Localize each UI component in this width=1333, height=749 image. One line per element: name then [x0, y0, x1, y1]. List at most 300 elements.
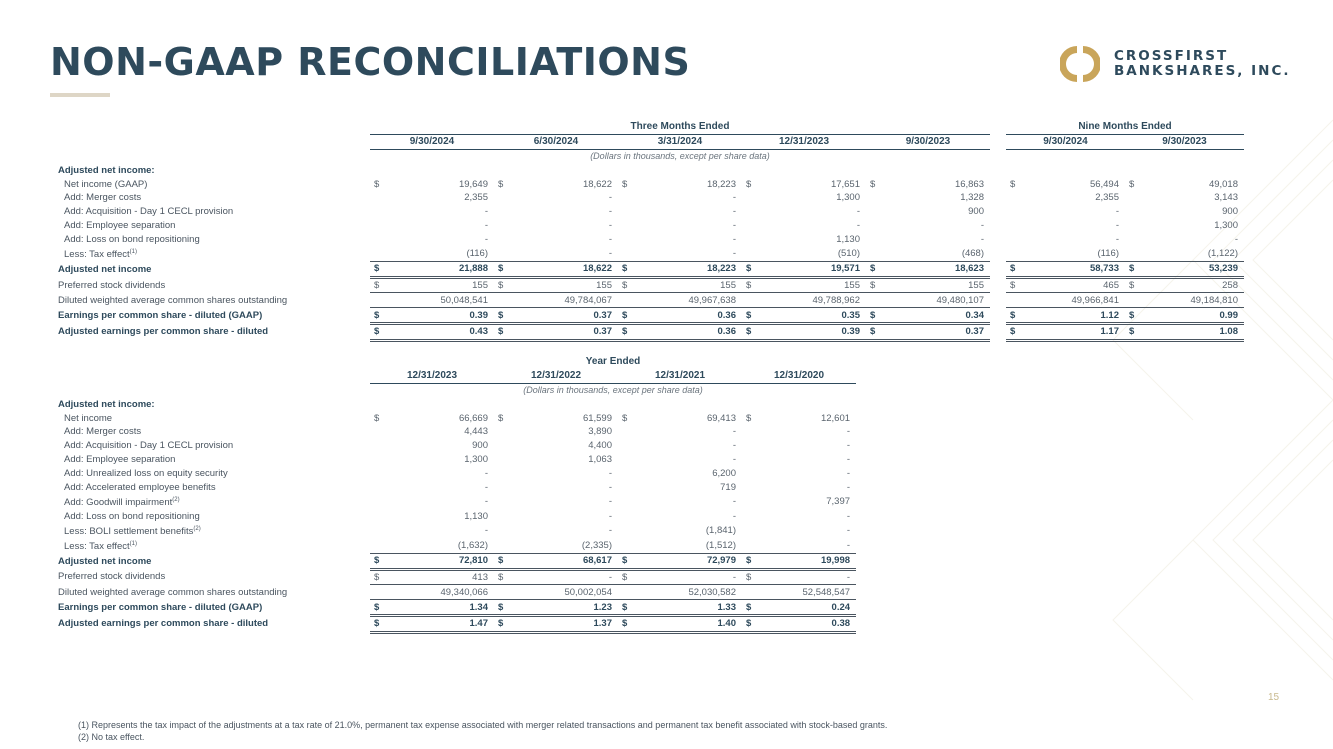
row-label: [50, 425, 370, 439]
value-cell: [370, 553, 494, 569]
currency-symbol: $: [374, 309, 380, 321]
value-cell: [1006, 246, 1125, 261]
row-label-text: Add: Goodwill impairment: [64, 497, 173, 509]
value-cell: [618, 494, 742, 509]
table-row: [50, 177, 1244, 191]
row-label: [50, 569, 370, 585]
value-cell: [618, 453, 742, 467]
value-cell: [618, 553, 742, 569]
cell-value: 18,223: [706, 263, 736, 275]
currency-symbol: [1006, 294, 1010, 307]
cell-value: -: [608, 510, 612, 522]
cell-value: 49,480,107: [936, 294, 984, 306]
row-label: [50, 538, 370, 553]
cell-value: -: [732, 233, 736, 245]
currency-symbol: [742, 191, 746, 204]
currency-symbol: [1006, 219, 1010, 232]
cell-value: 58,733: [1089, 263, 1119, 275]
row-label-text: Add: Merger costs: [64, 426, 142, 438]
currency-symbol: [370, 205, 374, 218]
value-cell: [370, 261, 494, 277]
cell-value: -: [732, 453, 736, 465]
currency-symbol: [370, 247, 374, 260]
row-label: [50, 439, 370, 453]
value-cell: [494, 397, 618, 411]
currency-symbol: $: [746, 555, 752, 567]
value-cell: [742, 615, 856, 632]
row-label: [50, 480, 370, 494]
currency-symbol: $: [374, 280, 380, 292]
currency-symbol: $: [1129, 280, 1135, 292]
table-row: [50, 191, 1244, 205]
cell-value: 18,622: [582, 263, 612, 275]
value-cell: [494, 219, 618, 233]
cell-value: 69,413: [706, 412, 736, 424]
value-cell: [370, 569, 494, 585]
cell-value: 1,328: [960, 192, 984, 204]
currency-symbol: $: [498, 601, 504, 613]
table-row: [50, 615, 856, 632]
value-cell: [370, 246, 494, 261]
currency-symbol: [370, 294, 374, 307]
currency-symbol: [618, 481, 622, 494]
value-cell: [1125, 261, 1244, 277]
value-cell: [742, 569, 856, 585]
currency-symbol: [618, 233, 622, 246]
value-cell: [1125, 177, 1244, 191]
currency-symbol: $: [1129, 309, 1135, 321]
currency-symbol: [618, 191, 622, 204]
value-cell: [494, 246, 618, 261]
currency-symbol: [618, 453, 622, 466]
footnote-ref: (1): [129, 541, 138, 548]
value-cell: [618, 232, 742, 246]
cell-value: 1,130: [836, 233, 860, 245]
value-cell: [494, 324, 618, 341]
cell-value: 6,200: [712, 467, 736, 479]
row-label: [50, 205, 370, 219]
row-label-text: Add: Unrealized loss on equity security: [64, 467, 228, 479]
value-cell: [494, 425, 618, 439]
currency-symbol: [742, 586, 746, 599]
currency-symbol: [618, 439, 622, 452]
cell-value: 900: [1222, 206, 1238, 218]
row-label: [50, 585, 370, 600]
row-label-text: Preferred stock dividends: [58, 571, 166, 583]
period-header: 12/31/2023: [742, 134, 866, 149]
currency-symbol: [370, 453, 374, 466]
cell-value: -: [846, 440, 851, 452]
currency-symbol: [742, 495, 746, 508]
currency-symbol: $: [622, 555, 628, 567]
table-row: [50, 585, 856, 600]
value-cell: [618, 569, 742, 585]
cell-value: -: [856, 219, 860, 231]
currency-symbol: [370, 524, 374, 537]
cell-value: 413: [472, 571, 488, 583]
value-cell: [1006, 277, 1125, 293]
cell-value: 719: [720, 481, 736, 493]
currency-symbol: $: [498, 555, 504, 567]
currency-symbol: [618, 467, 622, 480]
currency-symbol: $: [374, 618, 380, 630]
currency-symbol: $: [870, 326, 876, 338]
currency-symbol: [618, 294, 622, 307]
footnote-ref: (2): [193, 525, 201, 532]
logo-text: [1114, 49, 1291, 79]
row-label: [50, 411, 370, 425]
currency-symbol: [494, 510, 498, 523]
period-header: 9/30/2023: [866, 134, 990, 149]
currency-symbol: [866, 233, 870, 246]
table-row: [50, 509, 856, 523]
currency-symbol: [866, 205, 870, 218]
table-row: [50, 538, 856, 553]
cell-value: 0.43: [469, 326, 488, 338]
cell-value: -: [1115, 206, 1119, 218]
cell-value: 50,048,541: [440, 294, 488, 306]
value-cell: [370, 205, 494, 219]
table-row: [50, 397, 856, 411]
value-cell: [742, 324, 866, 341]
currency-symbol: [494, 481, 498, 494]
units-note: (Dollars in thousands, except per share data): [523, 384, 703, 395]
cell-value: 53,239: [1208, 263, 1238, 275]
currency-symbol: $: [746, 571, 752, 583]
currency-symbol: [1006, 233, 1010, 246]
cell-value: -: [846, 453, 851, 465]
footnote-ref: (2): [172, 496, 180, 503]
cell-value: 49,018: [1208, 178, 1238, 190]
row-label: [50, 246, 370, 261]
currency-symbol: [494, 539, 498, 552]
cell-value: -: [732, 206, 736, 218]
row-label: [50, 615, 370, 632]
currency-symbol: [742, 205, 746, 218]
value-cell: [494, 538, 618, 553]
table-row: [50, 523, 856, 538]
currency-symbol: [1006, 247, 1010, 260]
nine-months-header: Nine Months Ended: [1006, 120, 1244, 134]
cell-value: -: [608, 525, 612, 536]
value-cell: [1006, 205, 1125, 219]
cell-value: 61,599: [582, 412, 612, 424]
currency-symbol: [1006, 191, 1010, 204]
cell-value: 72,979: [706, 555, 736, 567]
cell-value: -: [980, 219, 984, 231]
row-label: [50, 453, 370, 467]
annual-reconciliation-table: [50, 355, 856, 634]
cell-value: -: [484, 467, 488, 479]
value-cell: [370, 308, 494, 324]
table-row: [50, 600, 856, 616]
row-label-text: Add: Employee separation: [64, 219, 176, 231]
row-label-text: Less: Tax effect: [64, 249, 130, 261]
currency-symbol: [370, 586, 374, 599]
value-cell: [866, 277, 990, 293]
value-cell: [618, 163, 742, 177]
cell-value: 0.24: [831, 601, 851, 613]
currency-symbol: [742, 524, 746, 537]
cell-value: 52,548,547: [802, 586, 851, 598]
cell-value: 1,300: [836, 192, 860, 204]
row-label-text: Diluted weighted average common shares outstanding: [58, 586, 288, 598]
cell-value: -: [846, 426, 851, 438]
table-row: [50, 261, 1244, 277]
cell-value: 21,888: [458, 263, 488, 275]
value-cell: [370, 615, 494, 632]
cell-value: 0.99: [1219, 309, 1238, 321]
cell-value: 900: [968, 206, 984, 218]
row-label-text: Add: Merger costs: [64, 192, 142, 204]
value-cell: [742, 466, 856, 480]
value-cell: [618, 480, 742, 494]
row-label: [50, 191, 370, 205]
footnotes: [78, 719, 887, 743]
currency-symbol: [618, 495, 622, 508]
cell-value: 49,784,067: [564, 294, 612, 306]
currency-symbol: $: [1010, 263, 1016, 275]
value-cell: [866, 191, 990, 205]
cell-value: -: [732, 571, 736, 583]
value-cell: [370, 177, 494, 191]
value-cell: [1125, 308, 1244, 324]
cell-value: 49,184,810: [1190, 294, 1238, 306]
currency-symbol: $: [622, 263, 628, 275]
currency-symbol: $: [1129, 326, 1135, 338]
period-header: 12/31/2022: [494, 369, 618, 383]
currency-symbol: $: [374, 601, 380, 613]
table-row: [50, 553, 856, 569]
value-cell: [494, 261, 618, 277]
table-row: [50, 163, 1244, 177]
value-cell: [618, 538, 742, 553]
value-cell: [742, 523, 856, 538]
crossfirst-logo-icon: [1060, 44, 1100, 84]
currency-symbol: $: [1010, 326, 1016, 338]
value-cell: [370, 425, 494, 439]
cell-value: -: [608, 233, 612, 245]
cell-value: -: [732, 496, 736, 508]
row-label-text: Adjusted net income:: [58, 398, 155, 410]
cell-value: -: [732, 440, 736, 452]
currency-symbol: [742, 453, 746, 466]
currency-symbol: [618, 205, 622, 218]
value-cell: [742, 191, 866, 205]
row-label: [50, 553, 370, 569]
currency-symbol: $: [498, 309, 504, 321]
cell-value: 1.33: [717, 601, 736, 613]
currency-symbol: $: [374, 326, 380, 338]
value-cell: [370, 232, 494, 246]
cell-value: -: [608, 571, 612, 583]
period-header: 3/31/2024: [618, 134, 742, 149]
value-cell: [618, 219, 742, 233]
currency-symbol: $: [870, 309, 876, 321]
value-cell: [618, 585, 742, 600]
currency-symbol: $: [622, 618, 628, 630]
currency-symbol: [618, 524, 622, 537]
value-cell: [618, 600, 742, 616]
currency-symbol: [494, 191, 498, 204]
value-cell: [1006, 177, 1125, 191]
row-label: [50, 293, 370, 308]
currency-symbol: $: [870, 280, 876, 292]
value-cell: [1006, 219, 1125, 233]
value-cell: [370, 509, 494, 523]
currency-symbol: $: [498, 178, 504, 190]
cell-value: 19,571: [830, 263, 860, 275]
value-cell: [1125, 232, 1244, 246]
currency-symbol: [742, 510, 746, 523]
cell-value: 155: [968, 280, 984, 292]
table-row: [50, 205, 1244, 219]
cell-value: 49,340,066: [440, 586, 488, 598]
currency-symbol: [370, 495, 374, 508]
value-cell: [494, 191, 618, 205]
cell-value: 0.37: [593, 309, 612, 321]
cell-value: 1,063: [588, 453, 612, 465]
currency-symbol: [494, 219, 498, 232]
cell-value: -: [484, 525, 488, 536]
value-cell: [742, 261, 866, 277]
value-cell: [742, 177, 866, 191]
cell-value: 0.36: [717, 326, 736, 338]
value-cell: [1125, 163, 1244, 177]
currency-symbol: [742, 247, 746, 260]
currency-symbol: [494, 247, 498, 260]
cell-value: -: [484, 496, 488, 508]
cell-value: 155: [720, 280, 736, 292]
value-cell: [370, 324, 494, 341]
cell-value: 7,397: [826, 496, 851, 508]
cell-value: -: [484, 233, 488, 245]
value-cell: [1125, 219, 1244, 233]
row-label-text: Less: Tax effect: [64, 541, 130, 553]
table-row: [50, 411, 856, 425]
value-cell: [742, 397, 856, 411]
cell-value: 2,355: [1095, 192, 1119, 204]
value-cell: [742, 553, 856, 569]
cell-value: (1,632): [457, 539, 488, 551]
cell-value: 0.39: [469, 309, 488, 321]
cell-value: 18,223: [706, 178, 736, 190]
currency-symbol: [742, 539, 746, 552]
cell-value: 1.34: [469, 601, 488, 613]
currency-symbol: [370, 425, 374, 438]
currency-symbol: [494, 233, 498, 246]
cell-value: 1.12: [1100, 309, 1119, 321]
company-logo: [1060, 44, 1291, 84]
currency-symbol: [1125, 233, 1129, 246]
row-label: [50, 163, 370, 177]
currency-symbol: $: [622, 178, 628, 190]
cell-value: 0.34: [965, 309, 984, 321]
cell-value: 155: [472, 280, 488, 292]
cell-value: (2,335): [581, 539, 612, 551]
cell-value: -: [846, 481, 851, 493]
row-label-text: Adjusted net income: [58, 555, 152, 567]
currency-symbol: [494, 453, 498, 466]
currency-symbol: [618, 510, 622, 523]
table-row: [50, 569, 856, 585]
value-cell: [742, 277, 866, 293]
currency-symbol: $: [1010, 280, 1016, 292]
cell-value: -: [732, 192, 736, 204]
value-cell: [1006, 163, 1125, 177]
row-label: [50, 523, 370, 538]
cell-value: 49,966,841: [1071, 294, 1119, 306]
cell-value: 0.39: [841, 326, 860, 338]
value-cell: [742, 480, 856, 494]
row-label: [50, 277, 370, 293]
footnote-ref: (1): [129, 249, 138, 256]
cell-value: -: [1115, 219, 1119, 231]
value-cell: [742, 232, 866, 246]
value-cell: [494, 232, 618, 246]
value-cell: [370, 523, 494, 538]
value-cell: [618, 246, 742, 261]
currency-symbol: [370, 539, 374, 552]
value-cell: [618, 191, 742, 205]
value-cell: [370, 277, 494, 293]
cell-value: 0.35: [841, 309, 860, 321]
value-cell: [1125, 324, 1244, 341]
cell-value: 1.40: [717, 618, 736, 630]
currency-symbol: [866, 191, 870, 204]
row-label-text: Earnings per common share - diluted (GAAP): [58, 602, 263, 614]
cell-value: 56,494: [1089, 178, 1119, 190]
currency-symbol: [866, 219, 870, 232]
currency-symbol: $: [622, 280, 628, 292]
currency-symbol: $: [746, 309, 752, 321]
currency-symbol: [1006, 205, 1010, 218]
currency-symbol: $: [622, 309, 628, 321]
cell-value: -: [484, 481, 488, 493]
value-cell: [742, 453, 856, 467]
table-row: [50, 480, 856, 494]
value-cell: [742, 219, 866, 233]
row-label-text: Add: Acquisition - Day 1 CECL provision: [64, 206, 234, 218]
value-cell: [370, 293, 494, 308]
currency-symbol: $: [374, 263, 380, 275]
cell-value: 3,890: [588, 426, 612, 438]
currency-symbol: [370, 191, 374, 204]
row-label: [50, 600, 370, 616]
value-cell: [866, 205, 990, 219]
value-cell: [618, 397, 742, 411]
value-cell: [1125, 246, 1244, 261]
row-label-text: Preferred stock dividends: [58, 279, 166, 291]
period-header: 9/30/2024: [370, 134, 494, 149]
row-label: [50, 397, 370, 411]
value-cell: [1006, 293, 1125, 308]
row-label: [50, 177, 370, 191]
currency-symbol: [370, 481, 374, 494]
cell-value: -: [732, 219, 736, 231]
cell-value: -: [1234, 233, 1238, 245]
value-cell: [618, 205, 742, 219]
currency-symbol: $: [746, 280, 752, 292]
row-label-text: Adjusted earnings per common share - diluted: [58, 326, 269, 338]
value-cell: [742, 163, 866, 177]
period-header: 9/30/2024: [1006, 134, 1125, 149]
cell-value: 155: [596, 280, 612, 292]
currency-symbol: [866, 294, 870, 307]
value-cell: [370, 494, 494, 509]
value-cell: [1125, 277, 1244, 293]
cell-value: 0.36: [717, 309, 736, 321]
